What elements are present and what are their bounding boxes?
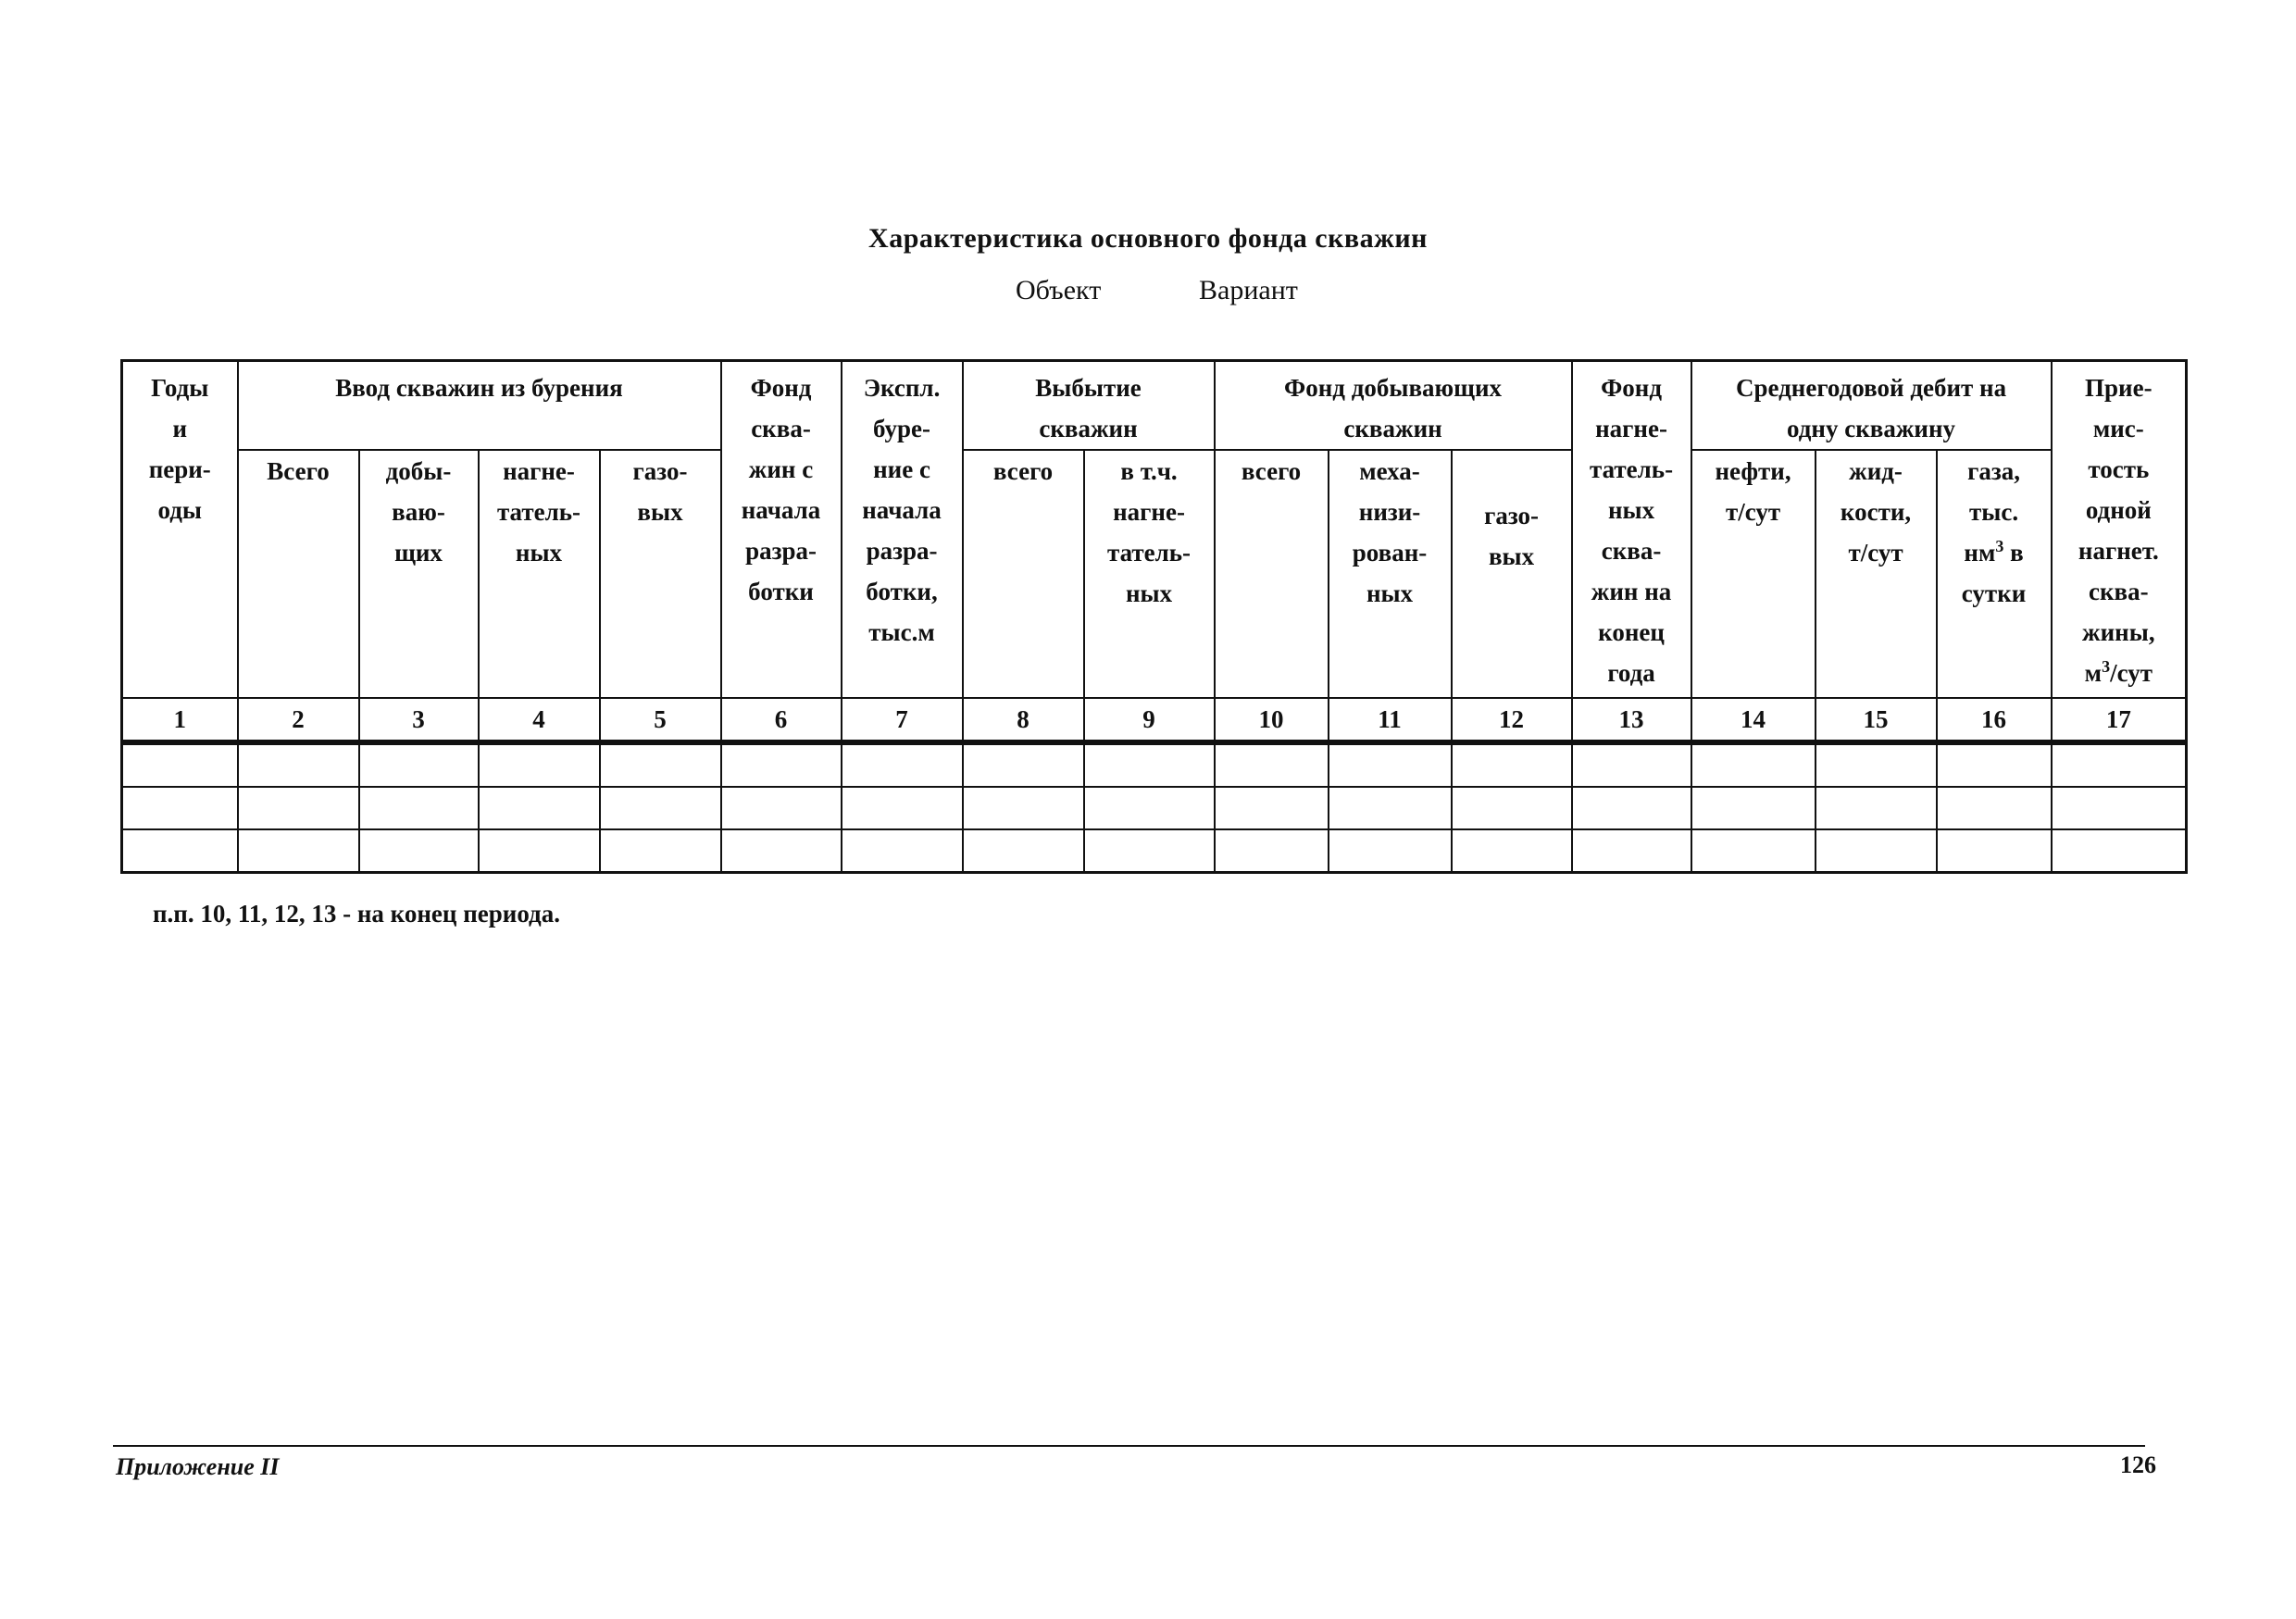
column-number-17: 17 bbox=[2052, 698, 2187, 742]
column-number-3: 3 bbox=[359, 698, 479, 742]
header-fond-nachala: Фонд сква- жин с начала разра- ботки bbox=[721, 361, 842, 699]
header-gaza: газа, тыс. $нм^3$ в сутки bbox=[1937, 450, 2052, 698]
column-number-16: 16 bbox=[1937, 698, 2052, 742]
header-priemistost: Прие- мис- тость одной нагнет. сква- жины, $м^3$/сут bbox=[2052, 361, 2187, 699]
header-fd-vsego: всего bbox=[1215, 450, 1329, 698]
column-number-14: 14 bbox=[1691, 698, 1816, 742]
column-number-5: 5 bbox=[600, 698, 721, 742]
variant-label: Вариант bbox=[1199, 275, 1298, 305]
table-row bbox=[122, 742, 2187, 787]
table-title: Характеристика основного фонда скважин bbox=[868, 223, 1428, 254]
header-vvod-dob: добы- ваю- щих bbox=[359, 450, 479, 698]
header-fd-meh: меха- низи- рован- ных bbox=[1329, 450, 1452, 698]
object-label: Объект bbox=[1016, 275, 1102, 305]
header-row-2 bbox=[122, 450, 2187, 698]
column-number-row bbox=[122, 698, 2187, 742]
header-fond-nag: Фонд нагне- татель- ных сква- жин на конец года bbox=[1572, 361, 1691, 699]
header-vvod-vsego: Всего bbox=[238, 450, 359, 698]
header-zhid: жид- кости, т/сут bbox=[1816, 450, 1937, 698]
table-row bbox=[122, 787, 2187, 829]
column-number-7: 7 bbox=[842, 698, 963, 742]
well-stock-table bbox=[120, 359, 2188, 874]
column-number-9: 9 bbox=[1084, 698, 1215, 742]
column-number-4: 4 bbox=[479, 698, 600, 742]
footer-appendix: Приложение II bbox=[116, 1453, 280, 1480]
header-vybytie: Выбытие скважин bbox=[963, 361, 1215, 451]
footer-divider bbox=[113, 1445, 2145, 1447]
header-ekspl-burenie: Экспл. буре- ние с начала разра- ботки, тыс.м bbox=[842, 361, 963, 699]
header-row-1 bbox=[122, 361, 2187, 451]
header-vyb-vsego: всего bbox=[963, 450, 1084, 698]
header-fond-dob: Фонд добывающих скважин bbox=[1215, 361, 1572, 451]
header-years: Годы и пери- оды bbox=[122, 361, 238, 699]
header-vvod-nag: нагне- татель- ных bbox=[479, 450, 600, 698]
page-number: 126 bbox=[2120, 1451, 2156, 1478]
footnote: п.п. 10, 11, 12, 13 - на конец периода. bbox=[153, 900, 560, 928]
column-number-13: 13 bbox=[1572, 698, 1691, 742]
column-number-12: 12 bbox=[1452, 698, 1572, 742]
column-number-11: 11 bbox=[1329, 698, 1452, 742]
header-fd-gaz: газо- вых bbox=[1452, 450, 1572, 698]
header-vvod: Ввод скважин из бурения bbox=[238, 361, 721, 451]
column-number-2: 2 bbox=[238, 698, 359, 742]
column-number-6: 6 bbox=[721, 698, 842, 742]
table-row bbox=[122, 829, 2187, 873]
column-number-15: 15 bbox=[1816, 698, 1937, 742]
header-vvod-gaz: газо- вых bbox=[600, 450, 721, 698]
column-number-8: 8 bbox=[963, 698, 1084, 742]
column-number-10: 10 bbox=[1215, 698, 1329, 742]
header-debit: Среднегодовой дебит на одну скважину bbox=[1691, 361, 2052, 451]
header-neft: нефти, т/сут bbox=[1691, 450, 1816, 698]
header-vyb-nag: в т.ч. нагне- татель- ных bbox=[1084, 450, 1215, 698]
column-number-1: 1 bbox=[122, 698, 238, 742]
